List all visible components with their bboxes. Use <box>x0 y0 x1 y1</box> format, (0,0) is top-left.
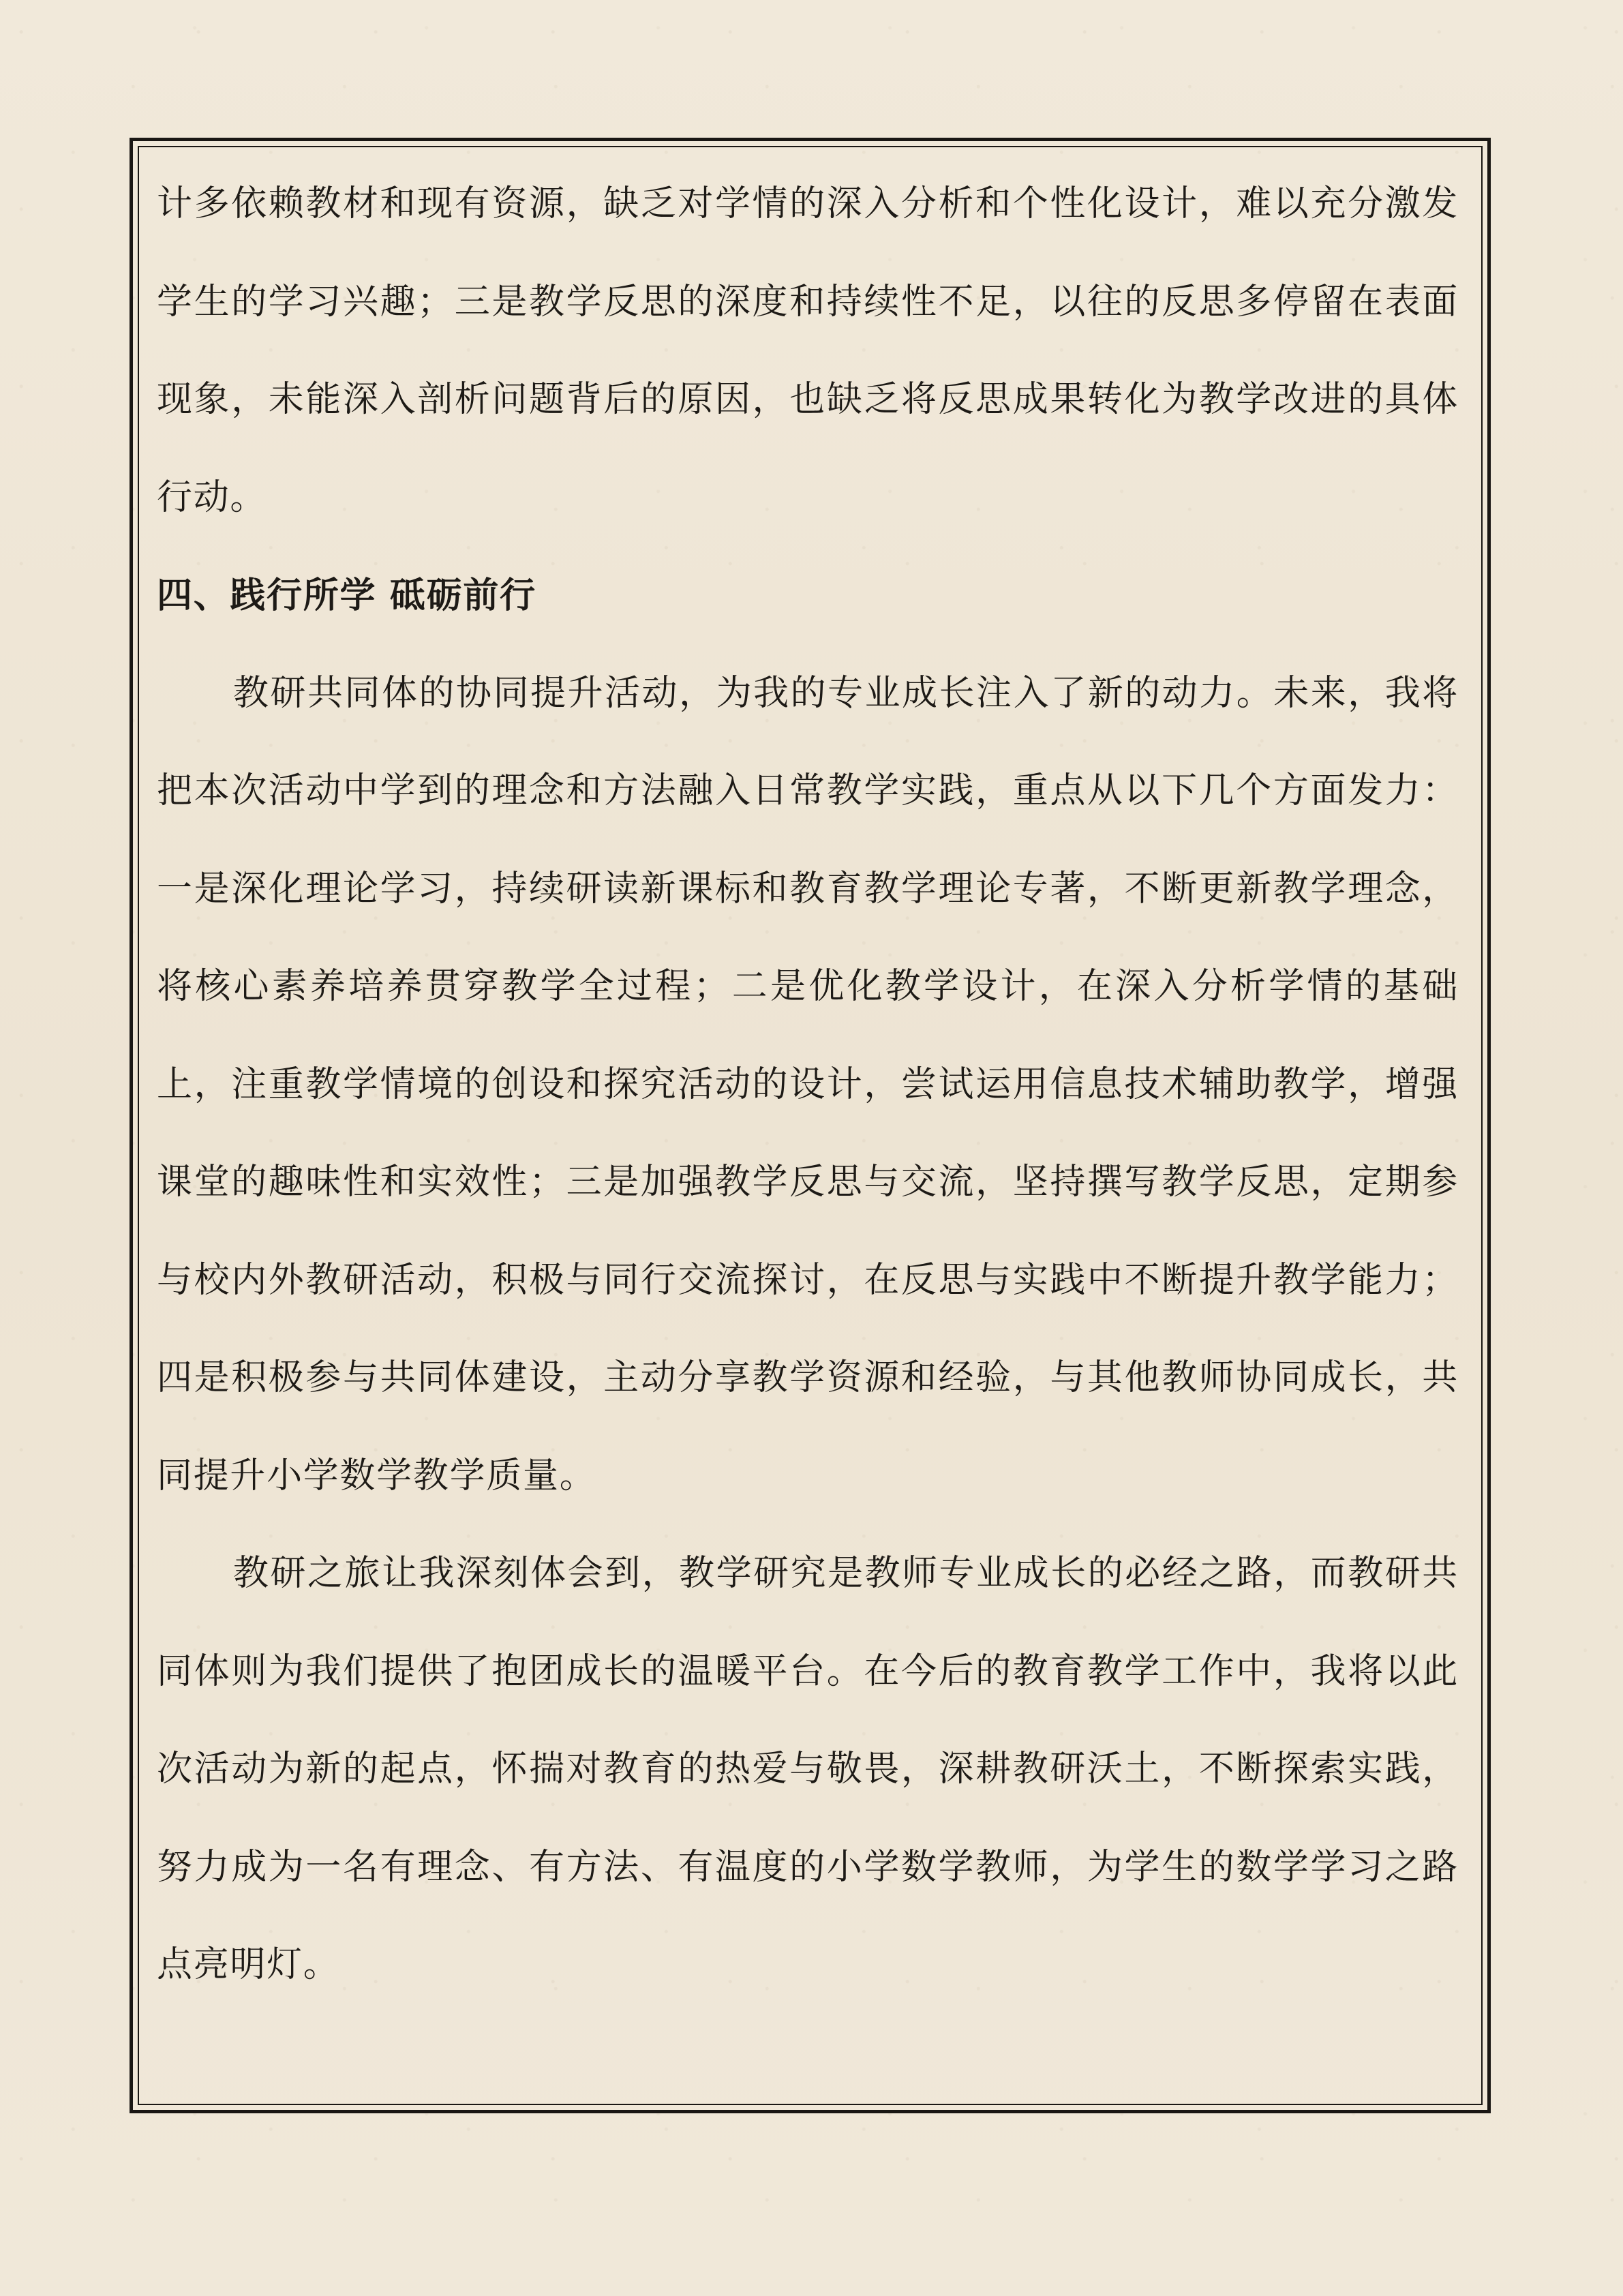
section-heading: 四、践行所学 砥砺前行 <box>157 575 536 616</box>
paragraph-conclusion: 教研之旅让我深刻体会到，教学研究是教师专业成长的必经之路，而教研共同体则为我们提供了抱团成长的温暖平台。在今后的教育教学工作中，我将以此次活动为新的起点，怀揣对教育的热爱与敬畏，深耕教研沃土，不断探索实践，努力成为一名有理念、有方法、有温度的小学数学教师，为学生的数学学习之路点亮明灯。 <box>157 1553 1459 1985</box>
paragraph-future-plans: 教研共同体的协同提升活动，为我的专业成长注入了新的动力。未来，我将把本次活动中学到的理念和方法融入日常教学实践，重点从以下几个方面发力：一是深化理论学习，持续研读新课标和教育教学理论专著，不断更新教学理念，将核心素养培养贯穿教学全过程；二是优化教学设计，在深入分析学情的基础上，注重教学情境的创设和探究活动的设计，尝试运用信息技术辅助教学，增强课堂的趣味性和实效性；三是加强教学反思与交流，坚持撰写教学反思，定期参与校内外教研活动，积极与同行交流探讨，在反思与实践中不断提升教学能力；四是积极参与共同体建设，主动分享教学资源和经验，与其他教师协同成长，共同提升小学数学教学质量。 <box>157 672 1459 1496</box>
continued-paragraph: 计多依赖教材和现有资源，缺乏对学情的深入分析和个性化设计，难以充分激发学生的学习兴趣；三是教学反思的深度和持续性不足，以往的反思多停留在表面现象，未能深入剖析问题背后的原因，也缺乏将反思成果转化为教学改进的具体行动。 <box>157 183 1459 518</box>
document-body <box>157 155 1459 2014</box>
